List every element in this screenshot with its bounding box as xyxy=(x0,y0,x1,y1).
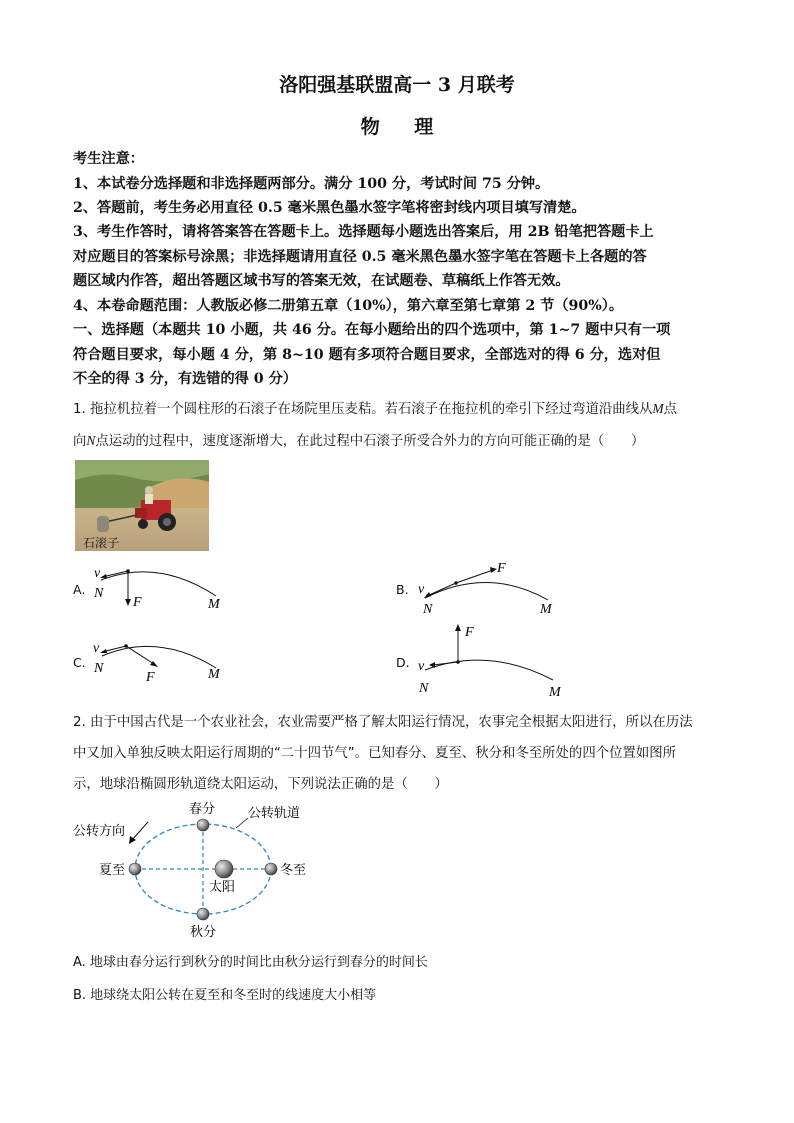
option-c-n-label: N xyxy=(94,661,104,676)
orbit-diagram xyxy=(66,798,326,940)
q2-stem-line-1: 2. 由于中国古代是一个农业社会，农业需要严格了解太阳运行情况，农事完全根据太阳进行，所以在历法 xyxy=(73,715,693,730)
option-a-f-label: F xyxy=(133,595,142,610)
option-b-v-label: v xyxy=(418,582,425,597)
label-direction: 公转方向 xyxy=(73,824,126,839)
option-b-f-label: F xyxy=(497,561,506,576)
photo-caption: 石滚子 xyxy=(83,536,120,550)
option-d-diagram xyxy=(413,618,573,700)
notice-item-2: 2、答题前，考生务必用直径 0.5 毫米黑色墨水签字笔将密封线内项目填写清楚。 xyxy=(73,200,586,216)
option-a-diagram xyxy=(88,562,238,617)
label-spring-equinox: 春分 xyxy=(189,802,216,817)
label-winter-solstice: 冬至 xyxy=(280,863,307,878)
option-d-label[interactable]: D. xyxy=(396,655,410,670)
option-a-v-label: v xyxy=(94,566,101,581)
section-heading-line-2: 符合题目要求，每小题 4 分，第 8~10 题有多项符合题目要求，全部选对的得 6 分，选对但 xyxy=(73,347,661,363)
option-b-m-label: M xyxy=(540,602,552,617)
option-a-m-label: M xyxy=(208,597,220,612)
option-a-label[interactable]: A. xyxy=(73,582,86,597)
section-heading-line-3: 不全的得 3 分，有选错的得 0 分） xyxy=(73,371,297,387)
notice-heading: 考生注意： xyxy=(73,151,144,167)
q2-stem-line-3: 示，地球沿椭圆形轨道绕太阳运动，下列说法正确的是（ ） xyxy=(73,777,448,792)
option-d-v-label: v xyxy=(418,659,425,674)
option-d-m-label: M xyxy=(549,685,561,700)
q2-stem-line-2: 中又加入单独反映太阳运行周期的“二十四节气”。已知春分、夏至、秋分和冬至所处的四个位置如图所 xyxy=(73,746,677,761)
subject-title: 物 理 xyxy=(360,116,448,138)
notice-item-4: 4、本卷命题范围：人教版必修二册第五章（10%），第六章至第七章第 2 节（90%）。 xyxy=(73,298,624,314)
q1-stem-line-2: 向N点运动的过程中，速度逐渐增大，在此过程中石滚子所受合外力的方向可能正确的是（ ） xyxy=(73,433,645,449)
label-sun: 太阳 xyxy=(209,880,236,895)
option-c-label[interactable]: C. xyxy=(73,655,86,670)
option-c-f-label: F xyxy=(146,670,155,685)
q2-option-a[interactable]: A. 地球由春分运行到秋分的时间比由秋分运行到春分的时间长 xyxy=(73,955,428,970)
option-c-m-label: M xyxy=(208,667,220,682)
option-d-f-label: F xyxy=(465,625,474,640)
roller-photo xyxy=(75,460,209,551)
option-b-diagram xyxy=(413,558,573,618)
option-b-n-label: N xyxy=(423,602,433,617)
option-b-label[interactable]: B. xyxy=(396,582,409,597)
q2-option-b[interactable]: B. 地球绕太阳公转在夏至和冬至时的线速度大小相等 xyxy=(73,988,377,1003)
notice-item-3: 3、考生作答时，请将答案答在答题卡上。选择题每小题选出答案后，用 2B 铅笔把答题卡上 xyxy=(73,224,654,240)
notice-item-3-cont-2: 题区域内作答，超出答题区域书写的答案无效，在试题卷、草稿纸上作答无效。 xyxy=(73,273,570,289)
q1-stem-line-1: 1. 拖拉机拉着一个圆柱形的石滚子在场院里压麦秸。若石滚子在拖拉机的牵引下经过弯道沿曲线从M点 xyxy=(73,401,677,417)
label-summer-solstice: 夏至 xyxy=(99,863,126,878)
option-d-n-label: N xyxy=(419,681,429,696)
notice-item-1: 1、本试卷分选择题和非选择题两部分。满分 100 分，考试时间 75 分钟。 xyxy=(73,176,550,192)
label-autumn-equinox: 秋分 xyxy=(190,925,217,940)
label-orbit: 公转轨道 xyxy=(248,806,301,821)
notice-item-3-cont-1: 对应题目的答案标号涂黑；非选择题请用直径 0.5 毫米黑色墨水签字笔在答题卡上各题的答 xyxy=(73,249,647,265)
option-c-diagram xyxy=(88,634,238,689)
exam-title: 洛阳强基联盟高一 3 月联考 xyxy=(279,74,515,96)
option-c-v-label: v xyxy=(93,641,100,656)
option-a-n-label: N xyxy=(94,586,104,601)
section-heading-line-1: 一、选择题（本题共 10 小题，共 46 分。在每小题给出的四个选项中，第 1~7 题中只有一项 xyxy=(73,322,671,338)
